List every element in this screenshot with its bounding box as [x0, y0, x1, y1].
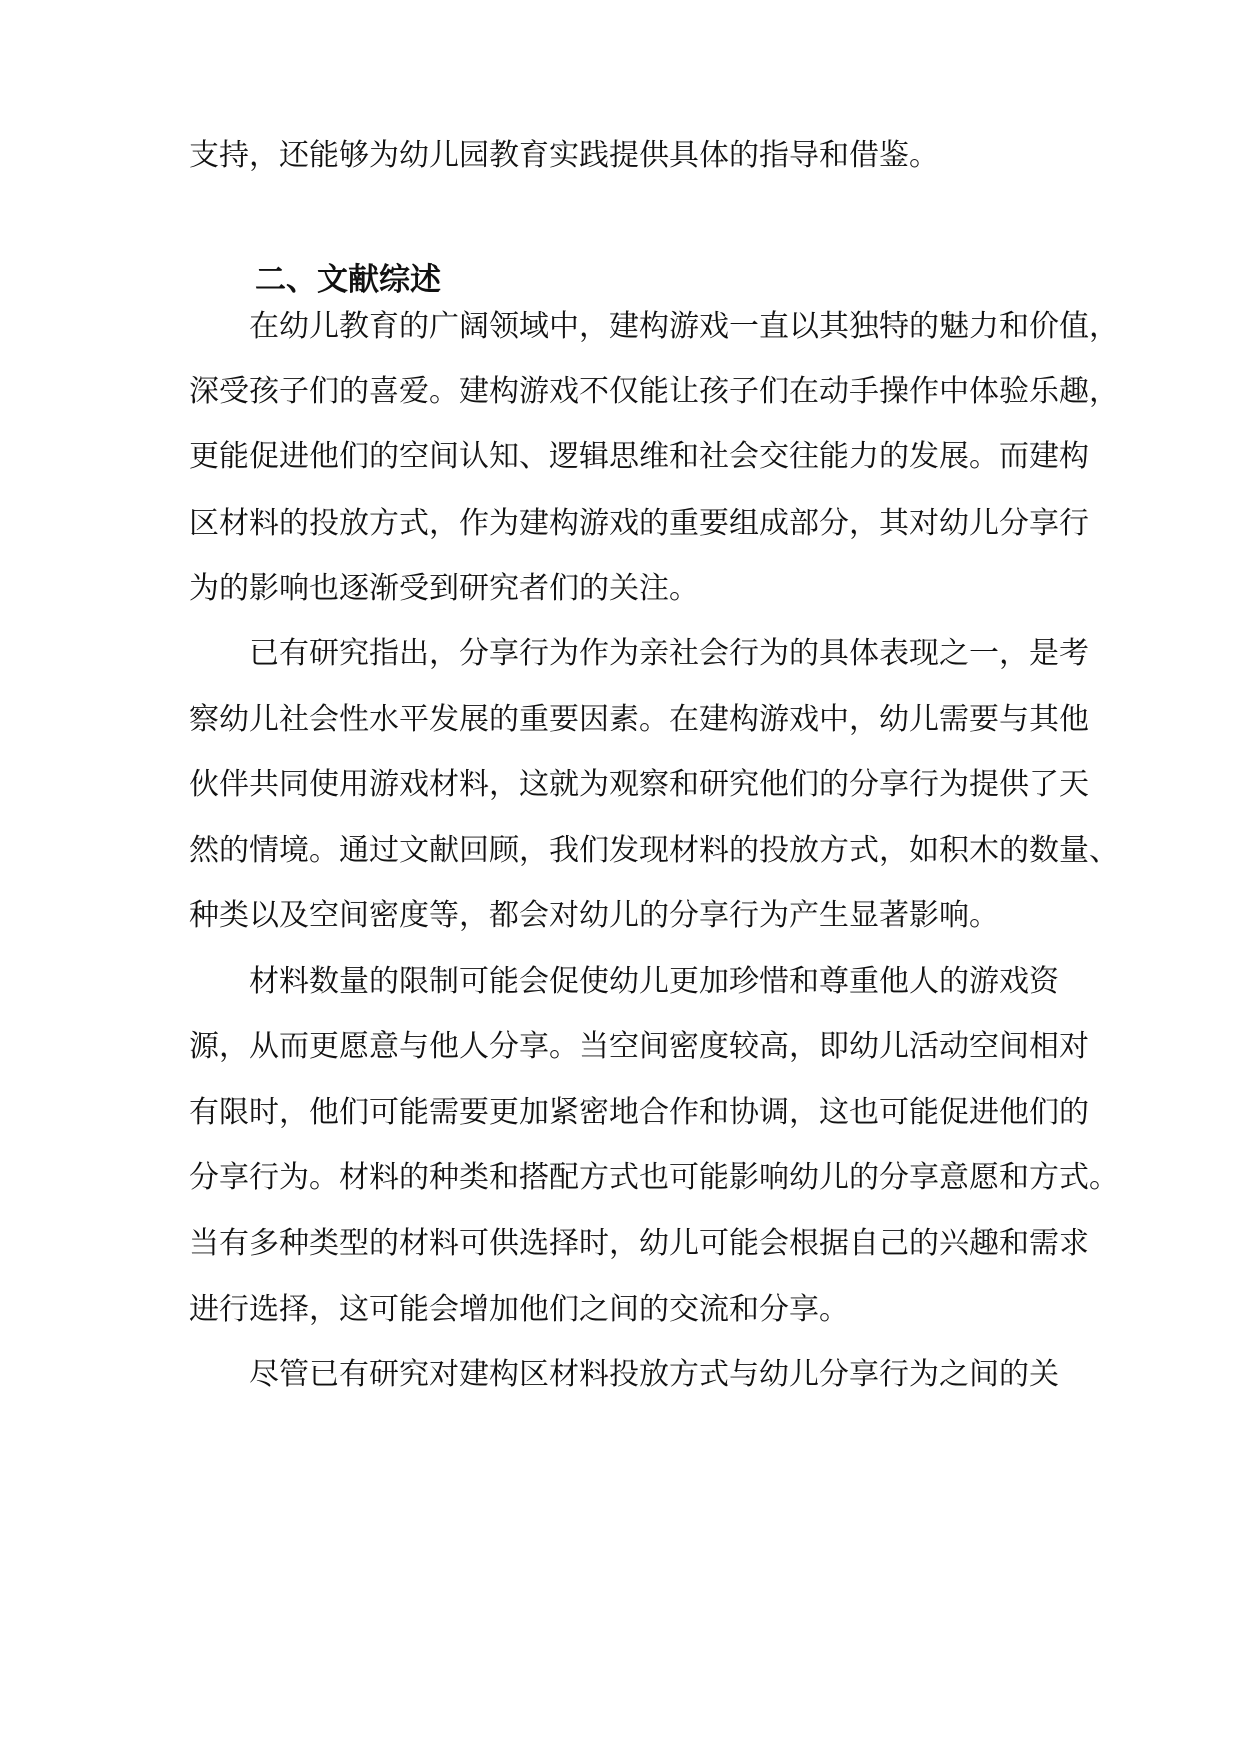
paragraph-line: 尽管已有研究对建构区材料投放方式与幼儿分享行为之间的关 [249, 1357, 1059, 1392]
paragraph-line: 已有研究指出，分享行为作为亲社会行为的具体表现之一，是考 [249, 636, 1089, 671]
paragraph-line: 为的影响也逐渐受到研究者们的关注。 [189, 571, 699, 606]
paragraph-line: 种类以及空间密度等，都会对幼儿的分享行为产生显著影响。 [189, 898, 999, 933]
paragraph-line: 在幼儿教育的广阔领域中，建构游戏一直以其独特的魅力和价值， [249, 309, 1119, 344]
paragraph-line: 伙伴共同使用游戏材料，这就为观察和研究他们的分享行为提供了天 [189, 767, 1089, 802]
paragraph-line: 区材料的投放方式，作为建构游戏的重要组成部分，其对幼儿分享行 [189, 506, 1089, 541]
paragraph-line: 进行选择，这可能会增加他们之间的交流和分享。 [189, 1292, 849, 1327]
paragraph-line: 有限时，他们可能需要更加紧密地合作和协调，这也可能促进他们的 [189, 1095, 1089, 1130]
paragraph-line: 当有多种类型的材料可供选择时，幼儿可能会根据自己的兴趣和需求 [189, 1226, 1089, 1261]
paragraph-line: 然的情境。通过文献回顾，我们发现材料的投放方式，如积木的数量、 [189, 833, 1119, 868]
paragraph-line: 材料数量的限制可能会促使幼儿更加珍惜和尊重他人的游戏资 [249, 964, 1059, 999]
paragraph-line: 察幼儿社会性水平发展的重要因素。在建构游戏中，幼儿需要与其他 [189, 702, 1089, 737]
continuation-line: 支持，还能够为幼儿园教育实践提供具体的指导和借鉴。 [189, 138, 939, 173]
paragraph-line: 源，从而更愿意与他人分享。当空间密度较高，即幼儿活动空间相对 [189, 1029, 1089, 1064]
paragraph-line: 分享行为。材料的种类和搭配方式也可能影响幼儿的分享意愿和方式。 [189, 1160, 1119, 1195]
paragraph-line: 深受孩子们的喜爱。建构游戏不仅能让孩子们在动手操作中体验乐趣， [189, 374, 1119, 409]
paragraph-line: 更能促进他们的空间认知、逻辑思维和社会交往能力的发展。而建构 [189, 439, 1089, 474]
section-heading: 二、文献综述 [255, 262, 441, 298]
